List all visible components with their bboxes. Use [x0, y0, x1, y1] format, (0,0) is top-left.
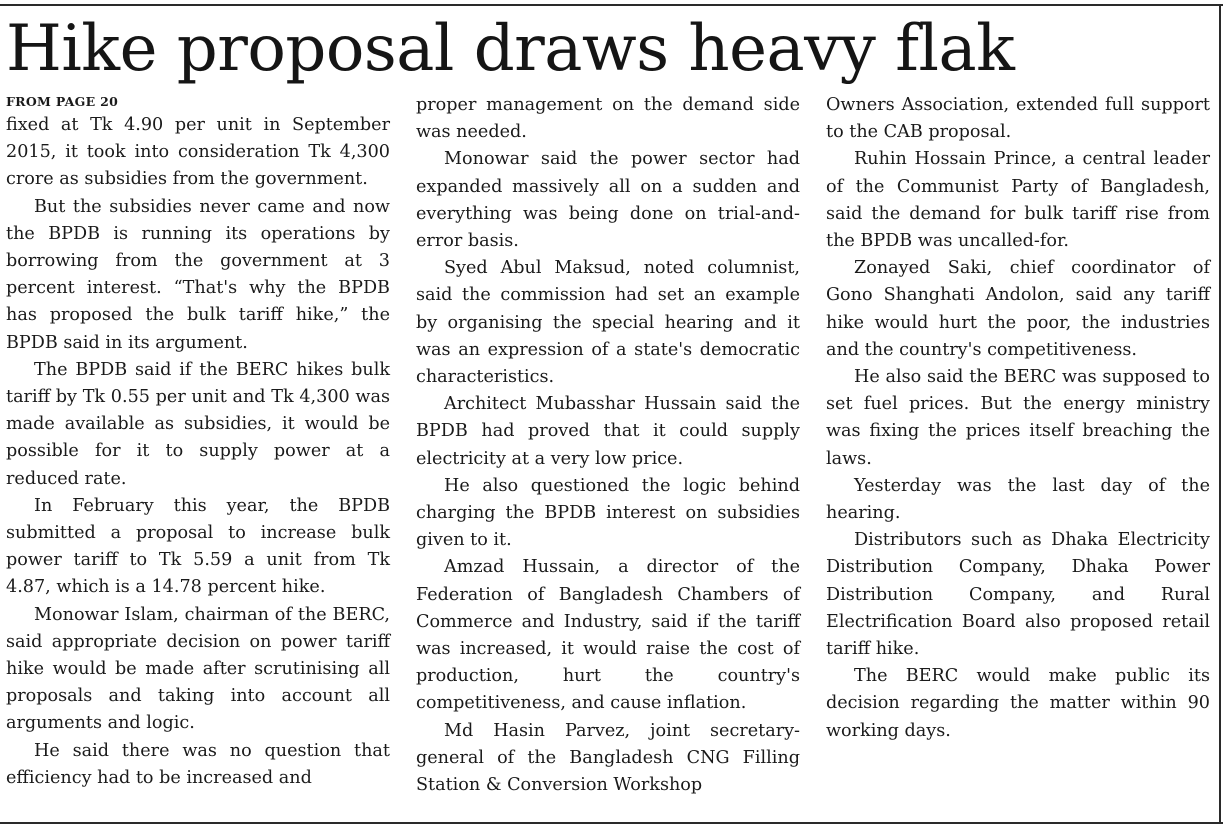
paragraph: Amzad Hussain, a director of the Federation of Bangladesh Chambers of Commerce and Industry, said if the tariff was increased, it would raise the cost of production, hurt the country's competitiveness, and cause inflation. [416, 557, 800, 714]
paragraph: In February this year, the BPDB submitted a proposal to increase bulk power tariff to Tk 5.59 a unit from Tk 4.87, which is a 14.78 percent hike. [6, 495, 390, 598]
paragraph: Monowar Islam, chairman of the BERC, said appropriate decision on power tariff hike would be made after scrutinising all proposals and taking into account all arguments and logic. [6, 604, 390, 734]
headline: Hike proposal draws heavy flak [6, 12, 1015, 86]
paragraph: Zonayed Saki, chief coordinator of Gono Shanghati Andolon, said any tariff hike would hurt the poor, the industries and the country's competitiveness. [826, 258, 1210, 360]
paragraph: He also questioned the logic behind charging the BPDB interest on subsidies given to it. [416, 475, 800, 551]
paragraph: The BPDB said if the BERC hikes bulk tariff by Tk 0.55 per unit and Tk 4,300 was made available as subsidies, it would be possible for it to supply power at a reduced rate. [6, 359, 390, 489]
paragraph: He also said the BERC was supposed to set fuel prices. But the energy ministry was fixing the prices itself breaching the laws. [826, 367, 1210, 469]
paragraph: Owners Association, extended full support to the CAB proposal. [826, 95, 1210, 143]
paragraph: Distributors such as Dhaka Electricity Distribution Company, Dhaka Power Distribution Company, and Rural Electrification Board also proposed retail tariff hike. [826, 530, 1210, 660]
paragraph: The BERC would make public its decision regarding the matter within 90 working days. [826, 666, 1210, 741]
paragraph: Md Hasin Parvez, joint secretary-general of the Bangladesh CNG Filling Station & Conversion Workshop [416, 720, 800, 796]
column-3 [826, 92, 1210, 745]
paragraph: Yesterday was the last day of the hearing. [826, 475, 1210, 524]
bottom-rule [0, 822, 1223, 824]
paragraph: But the subsidies never came and now the BPDB is running its operations by borrowing from the government at 3 percent interest. “That's why the BPDB has proposed the bulk tariff hike,” the BPDB said in its argument. [6, 196, 390, 353]
continued-from-label: FROM PAGE 20 [6, 94, 119, 109]
paragraph: He said there was no question that efficiency had to be increased and [6, 740, 390, 788]
paragraph: Monowar said the power sector had expanded massively all on a sudden and everything was being done on trial-and-error basis. [416, 149, 800, 252]
column-2 [416, 92, 800, 799]
paragraph: Architect Mubasshar Hussain said the BPDB had proved that it could supply electricity at a very low price. [416, 394, 800, 469]
top-rule [0, 4, 1223, 6]
paragraph: Syed Abul Maksud, noted columnist, said the commission had set an example by organising the special hearing and it was an expression of a state's democratic characteristics. [416, 258, 800, 388]
paragraph: Ruhin Hossain Prince, a central leader of the Communist Party of Bangladesh, said the demand for bulk tariff rise from the BPDB was uncalled-for. [826, 149, 1210, 252]
paragraph: proper management on the demand side was needed. [416, 95, 800, 143]
column-1 [6, 92, 390, 792]
right-rule [1219, 4, 1221, 824]
paragraph: fixed at Tk 4.90 per unit in September 2015, it took into consideration Tk 4,300 crore as subsidies from the government. [6, 115, 390, 190]
